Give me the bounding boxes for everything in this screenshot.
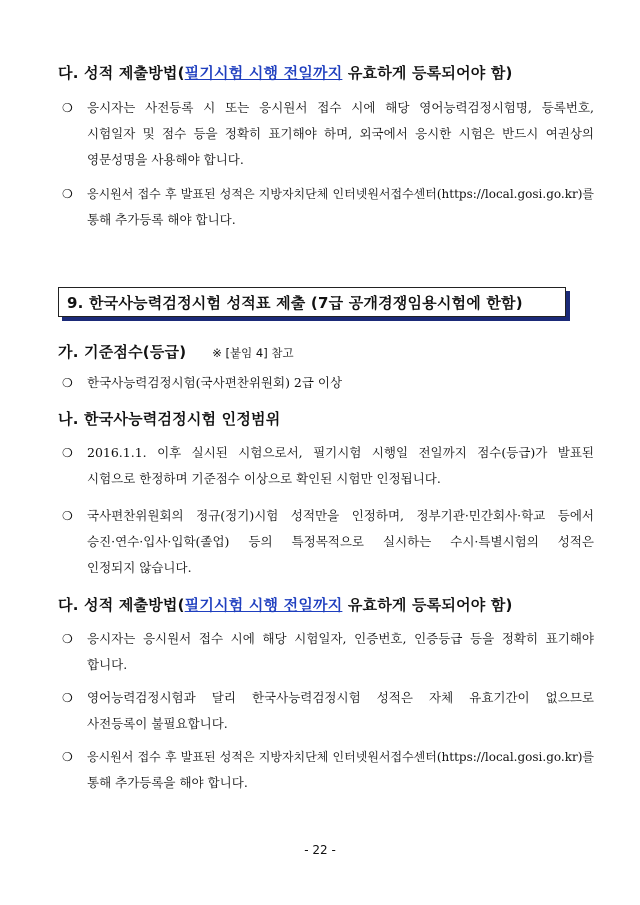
circle-bullet-icon: ❍	[62, 750, 73, 764]
bullet-line: 한국사능력검정시험(국사편찬위원회) 2급 이상	[87, 375, 343, 390]
bullet-line: 시험일자 및 점수 등을 정확히 표기해야 하며, 외국에서 응시한 시험은 반드시 여권상의	[87, 126, 594, 141]
heading-prefix: 다. 성적 제출방법(	[58, 64, 185, 82]
circle-bullet-icon: ❍	[62, 376, 73, 390]
bullet-line: 응시원서 접수 후 발표된 성적은 지방자치단체 인터넷원서접수센터(https://local.gosi.go.kr)를	[87, 187, 594, 201]
bullet-line: 인정되지 않습니다.	[87, 560, 192, 575]
section-heading-submission-method	[58, 62, 513, 83]
section-heading-submission-method	[58, 594, 513, 615]
section-heading-criteria	[58, 341, 294, 362]
bullet-line: 2016.1.1. 이후 실시된 시험으로서, 필기시험 시행일 전일까지 점수(등급)가 발표된	[87, 445, 594, 460]
bullet-item	[62, 95, 594, 173]
bullet-item	[62, 626, 594, 678]
heading-suffix: 유효하게 등록되어야 함)	[342, 64, 513, 82]
heading-emphasis: 필기시험 시행 전일까지	[184, 64, 343, 82]
circle-bullet-icon: ❍	[62, 632, 73, 646]
heading-suffix: 유효하게 등록되어야 함)	[342, 596, 513, 614]
bullet-line: 합니다.	[87, 657, 128, 672]
section-title-box	[58, 287, 566, 317]
circle-bullet-icon: ❍	[62, 691, 73, 705]
bullet-item	[62, 181, 594, 233]
bullet-line: 시험으로 한정하며 기준점수 이상으로 확인된 시험만 인정됩니다.	[87, 471, 441, 486]
bullet-line: 통해 추가등록을 해야 합니다.	[87, 775, 248, 790]
bullet-line: 응시자는 응시원서 접수 시에 해당 시험일자, 인증번호, 인증등급 등을 정확히 표기해야	[87, 631, 594, 646]
circle-bullet-icon: ❍	[62, 509, 73, 523]
heading-emphasis: 필기시험 시행 전일까지	[184, 596, 343, 614]
heading-text: 가. 기준점수(등급)	[58, 343, 187, 361]
circle-bullet-icon: ❍	[62, 446, 73, 460]
circle-bullet-icon: ❍	[62, 101, 73, 115]
bullet-line: 통해 추가등록 해야 합니다.	[87, 212, 236, 227]
bullet-line: 영문성명을 사용해야 합니다.	[87, 152, 244, 167]
heading-prefix: 다. 성적 제출방법(	[58, 596, 185, 614]
bullet-line: 응시원서 접수 후 발표된 성적은 지방자치단체 인터넷원서접수센터(https://local.gosi.go.kr)를	[87, 750, 594, 764]
circle-bullet-icon: ❍	[62, 187, 73, 201]
bullet-line: 영어능력검정시험과 달리 한국사능력검정시험 성적은 자체 유효기간이 없으므로	[87, 690, 594, 705]
section-title: 9. 한국사능력검정시험 성적표 제출 (7급 공개경쟁임용시험에 한함)	[67, 294, 523, 312]
bullet-item	[62, 503, 594, 581]
bullet-line: 사전등록이 불필요합니다.	[87, 716, 228, 731]
section-heading-recognition-scope	[58, 408, 280, 429]
bullet-item	[62, 440, 594, 492]
heading-text: 나. 한국사능력검정시험 인정범위	[58, 410, 281, 428]
bullet-line: 응시자는 사전등록 시 또는 응시원서 접수 시에 해당 영어능력검정시험명, 등록번호,	[87, 100, 594, 115]
bullet-line: 국사편찬위원회의 정규(정기)시험 성적만을 인정하며, 정부기관·민간회사·학교 등에서	[87, 508, 594, 523]
reference-note: ※ [붙임 4] 참고	[212, 346, 294, 360]
bullet-item	[62, 370, 594, 396]
bullet-line: 승진·연수·입사·입학(졸업) 등의 특정목적으로 실시하는 수시·특별시험의 성적은	[87, 534, 594, 549]
page-number: - 22 -	[304, 843, 336, 857]
bullet-item	[62, 685, 594, 737]
bullet-item	[62, 744, 594, 796]
